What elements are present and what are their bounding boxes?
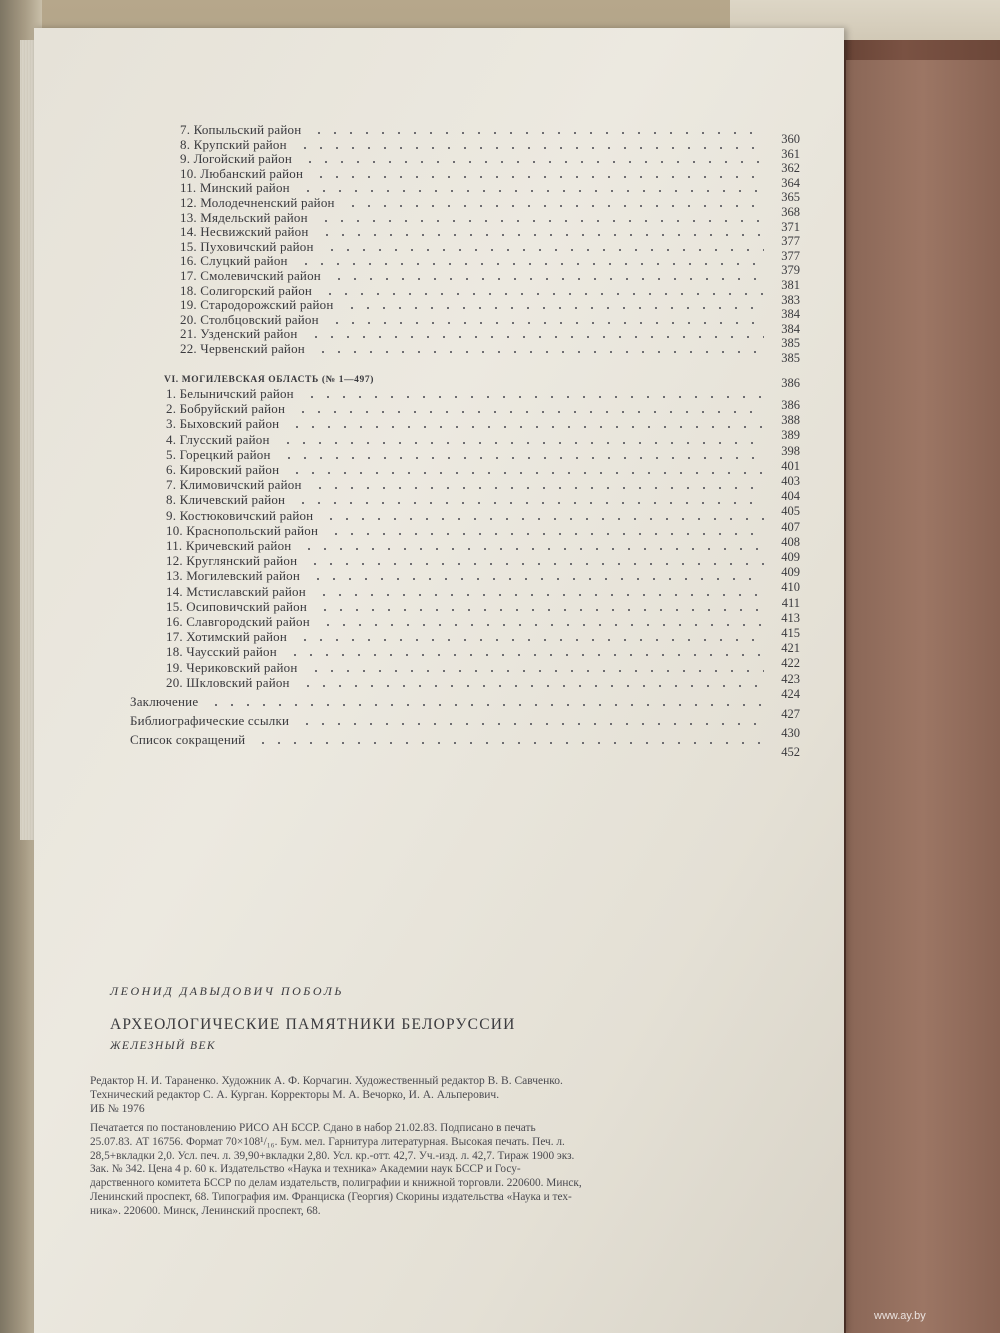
toc-entry-title: 1. Белыничский район xyxy=(166,386,294,401)
toc-leader-dots xyxy=(307,563,764,565)
toc-entry-page-number: 384 xyxy=(781,321,800,336)
publishing-line: Зак. № 342. Цена 4 р. 60 к. Издательство «Наука и техника» Академии наук БССР и Госу- xyxy=(90,1163,521,1176)
author-name: ЛЕОНИД ДАВЫДОВИЧ ПОБОЛЬ xyxy=(110,984,344,998)
toc-entry-title: 8. Кличевский район xyxy=(166,492,286,508)
toc-entry-title: 22. Червенский район xyxy=(180,341,305,356)
credits-line: Редактор Н. И. Тараненко. Художник А. Ф. Корчагин. Художественный редактор В. В. Савченко. xyxy=(90,1075,563,1087)
toc-entry-title: 14. Несвижский район xyxy=(180,224,309,240)
toc-entry-page-number: 361 xyxy=(781,146,800,161)
toc-entry-title: Заключение xyxy=(130,694,199,709)
toc-leader-dots xyxy=(328,533,764,535)
toc-entry-title: 11. Кричевский район xyxy=(166,538,292,553)
toc-entry-title: 10. Любанский район xyxy=(180,165,304,181)
toc-entry-title: 13. Могилевский район xyxy=(166,568,300,584)
toc-entry-page-number: 404 xyxy=(781,489,800,504)
toc-section-title: VI. МОГИЛЕВСКАЯ ОБЛАСТЬ (№ 1—497) xyxy=(164,375,374,385)
toc-entry-page-number: 427 xyxy=(781,707,800,721)
toc-entry-title: 17. Смолевичский район xyxy=(180,268,321,283)
toc-entry-page-number: 388 xyxy=(781,413,800,428)
table-of-contents xyxy=(34,28,844,828)
toc-leader-dots xyxy=(320,624,764,626)
toc-leader-dots xyxy=(298,263,764,265)
toc-entry-title: 18. Солигорский район xyxy=(180,282,313,298)
toc-entry-title: 12. Молодечненский район xyxy=(180,195,335,210)
toc-entry-page-number: 398 xyxy=(781,443,800,458)
publishing-info xyxy=(90,1122,850,1219)
book-page xyxy=(34,28,844,1333)
toc-leader-dots xyxy=(316,594,764,596)
toc-entry-title: 15. Пуховичский район xyxy=(180,238,314,254)
toc-leader-dots xyxy=(344,307,764,309)
toc-entry-page-number: 423 xyxy=(781,671,800,686)
watermark: www.ay.by xyxy=(874,1310,926,1322)
toc-entry-page-number: 377 xyxy=(781,234,800,249)
toc-leader-dots xyxy=(295,502,764,504)
toc-entry-title: Список сокращений xyxy=(130,732,246,747)
toc-entry-page-number: 410 xyxy=(781,580,800,595)
toc-leader-dots xyxy=(281,457,764,459)
toc-leader-dots xyxy=(331,278,764,280)
toc-entry-page-number: 452 xyxy=(781,745,800,759)
toc-entry-page-number: 377 xyxy=(781,248,800,263)
toc-entry-page-number: 424 xyxy=(781,686,800,701)
toc-leader-dots xyxy=(297,147,764,149)
toc-entry-page-number: 365 xyxy=(781,190,800,205)
toc-entry-page-number: 409 xyxy=(781,550,800,564)
toc-leader-dots xyxy=(323,518,764,520)
toc-leader-dots xyxy=(299,723,764,725)
toc-entry-title: 15. Осиповичский район xyxy=(166,598,308,614)
toc-leader-dots xyxy=(287,654,764,656)
toc-entry-title: 5. Горецкий район xyxy=(166,446,271,462)
publishing-line: 25.07.83. АТ 16756. Формат 70×108¹/₁₆. Бум. мел. Гарнитура литературная. Высокая печать. Печ. л. xyxy=(90,1135,565,1148)
toc-leader-dots xyxy=(324,249,764,251)
credits-line: Технический редактор С. А. Курган. Корректоры М. А. Вечорко, И. А. Альперович. xyxy=(90,1089,500,1101)
toc-entry-page-number: 405 xyxy=(781,504,800,519)
toc-entry-title: 8. Крупский район xyxy=(180,136,287,152)
toc-entry-page-number: 362 xyxy=(781,161,800,176)
toc-leader-dots xyxy=(304,396,764,398)
toc-entry-page-number: 381 xyxy=(781,278,800,292)
toc-entry-page-number: 364 xyxy=(781,175,800,190)
toc-leader-dots xyxy=(255,742,764,744)
toc-entry-title: 17. Хотимский район xyxy=(166,629,287,645)
toc-leader-dots xyxy=(301,548,764,550)
toc-entry-title: 18. Чаусский район xyxy=(166,644,277,660)
book-subtitle: ЖЕЛЕЗНЫЙ ВЕК xyxy=(110,1040,216,1052)
toc-entry-page-number: 422 xyxy=(781,656,800,671)
toc-entry-page-number: 385 xyxy=(781,336,800,351)
toc-leader-dots xyxy=(308,336,764,338)
toc-entry-page-number: 386 xyxy=(781,398,800,412)
toc-entry-title: 20. Столбцовский район xyxy=(180,311,319,327)
publishing-line: 28,5+вкладки 2,0. Усл. печ. л. 39,90+вкладки 2,80. Усл. кр.-отт. 42,7. Уч.-изд. л. 42,7. Тираж 1900 экз. xyxy=(90,1149,575,1162)
toc-leader-dots xyxy=(315,351,764,353)
toc-entry-title: 14. Мстиславский район xyxy=(166,583,306,599)
toc-entry-title: 3. Быховский район xyxy=(166,416,280,432)
toc-leader-dots xyxy=(345,205,764,207)
publishing-line: дарственного комитета БССР по делам издательств, полиграфии и книжной торговли. 220600. Минск, xyxy=(90,1177,582,1190)
toc-entry-title: 19. Чериковский район xyxy=(166,659,298,675)
toc-entry-page-number: 371 xyxy=(781,219,800,234)
toc-leader-dots xyxy=(302,161,764,163)
toc-entry-title: 21. Узденский район xyxy=(180,326,298,342)
toc-entry-title: 7. Климовичский район xyxy=(166,477,302,493)
facing-page xyxy=(846,60,1000,1333)
toc-entry-title: 13. Мядельский район xyxy=(180,209,308,225)
toc-entry-page-number: 379 xyxy=(781,263,800,278)
toc-leader-dots xyxy=(322,293,764,295)
toc-entry-page-number: 385 xyxy=(781,351,800,365)
toc-leader-dots xyxy=(208,704,764,706)
toc-entry-page-number: 415 xyxy=(781,626,800,640)
credits-line: ИБ № 1976 xyxy=(90,1103,145,1115)
toc-entry-title: 7. Копыльский район xyxy=(180,122,302,137)
toc-entry-page-number: 403 xyxy=(781,474,800,488)
toc-entry-title: 4. Глусский район xyxy=(166,431,270,447)
toc-leader-dots xyxy=(317,609,764,611)
toc-entry-page-number: 408 xyxy=(781,534,800,549)
toc-entry-title: 16. Славгородский район xyxy=(166,614,310,629)
toc-entry-title: 19. Стародорожский район xyxy=(180,297,334,313)
toc-leader-dots xyxy=(313,176,764,178)
publishing-line: Печатается по постановлению РИСО АН БССР. Сдано в набор 21.02.83. Подписано в печать xyxy=(90,1122,536,1134)
toc-leader-dots xyxy=(289,472,764,474)
toc-entry-title: 9. Костюковичский район xyxy=(166,507,314,523)
toc-leader-dots xyxy=(311,132,764,134)
toc-leader-dots xyxy=(300,685,764,687)
toc-entry-title: 16. Слуцкий район xyxy=(180,253,288,269)
toc-leader-dots xyxy=(297,639,764,641)
toc-entry-page-number: 401 xyxy=(781,458,800,473)
toc-leader-dots xyxy=(312,487,764,489)
toc-leader-dots xyxy=(280,442,764,444)
book-title: АРХЕОЛОГИЧЕСКИЕ ПАМЯТНИКИ БЕЛОРУССИИ xyxy=(110,1016,516,1033)
toc-entry-page-number: 411 xyxy=(781,595,800,610)
toc-entry-title: 2. Бобруйский район xyxy=(166,401,286,417)
toc-entry-page-number: 384 xyxy=(781,307,800,322)
publishing-line: ника». 220600. Минск, Ленинский проспект, 68. xyxy=(90,1204,321,1217)
toc-entry-page-number: 360 xyxy=(781,132,800,146)
toc-leader-dots xyxy=(329,322,764,324)
publishing-line: Ленинский проспект, 68. Типография им. Франциска (Георгия) Скорины издательства «Наука и тех- xyxy=(90,1190,572,1203)
toc-leader-dots xyxy=(308,670,764,672)
toc-leader-dots xyxy=(295,411,764,413)
toc-entry-page-number: 409 xyxy=(781,565,800,580)
toc-entry-title: 11. Минский район xyxy=(180,180,290,196)
toc-entry-page-number: 383 xyxy=(781,292,800,307)
toc-entry-title: 9. Логойский район xyxy=(180,151,292,167)
toc-leader-dots xyxy=(319,234,764,236)
toc-leader-dots xyxy=(318,220,764,222)
toc-entry-page-number: 421 xyxy=(781,641,800,656)
toc-entry-page-number: 389 xyxy=(781,428,800,443)
toc-entry-title: 12. Круглянский район xyxy=(166,553,298,569)
toc-entry-page-number: 407 xyxy=(781,519,800,534)
toc-section-page-number: 386 xyxy=(781,376,800,390)
toc-leader-dots xyxy=(289,426,764,428)
toc-entry-title: Библиографические ссылки xyxy=(130,713,290,728)
toc-entry-page-number: 430 xyxy=(781,726,800,740)
toc-leader-dots xyxy=(310,578,764,580)
toc-entry-page-number: 368 xyxy=(781,205,800,219)
toc-entry-title: 10. Краснопольский район xyxy=(166,522,319,538)
toc-entry-title: 6. Кировский район xyxy=(166,462,280,477)
toc-leader-dots xyxy=(300,190,764,192)
credits-block xyxy=(90,1074,850,1116)
toc-entry-title: 20. Шкловский район xyxy=(166,674,290,690)
toc-entry-page-number: 413 xyxy=(781,610,800,625)
